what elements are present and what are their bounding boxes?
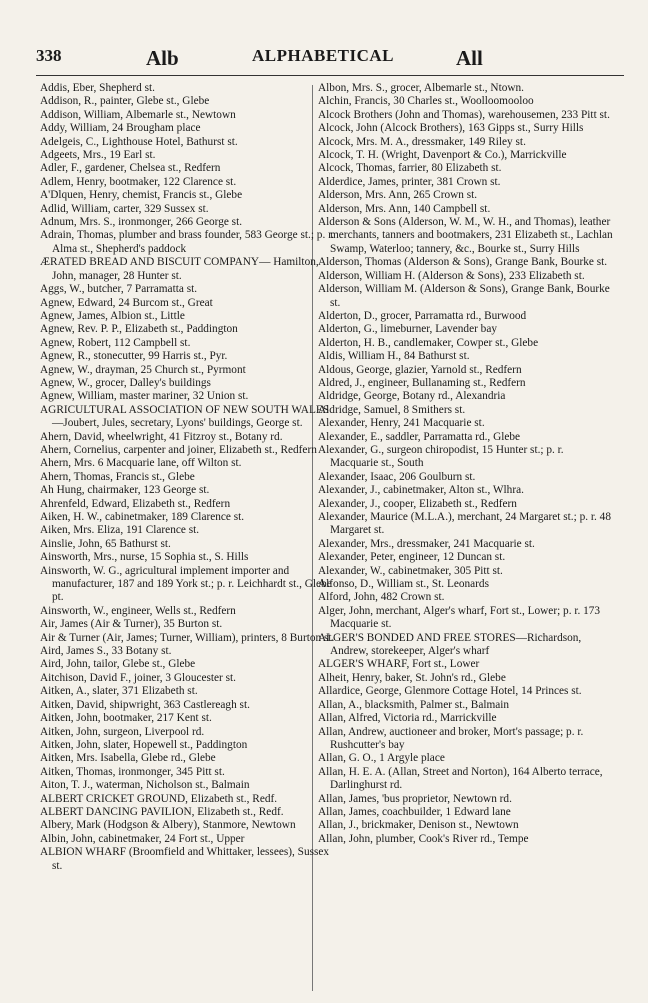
directory-entry: Addison, William, Albemarle st., Newtown (40, 108, 236, 121)
directory-entry: AGRICULTURAL ASSOCIATION OF NEW SOUTH WALES—Joubert, Jules, secretary, Lyons' buildings, George st. (40, 403, 330, 430)
directory-entry: Alexander, Mrs., dressmaker, 241 Macquarie st. (318, 537, 535, 550)
directory-entry: Alexander, Peter, engineer, 12 Duncan st. (318, 551, 506, 564)
directory-entry: Adnum, Mrs. S., ironmonger, 266 George st. (40, 216, 243, 229)
directory-entry: Ainsworth, Mrs., nurse, 15 Sophia st., S. Hills (40, 551, 249, 564)
directory-entry: Alheit, Henry, baker, St. John's rd., Glebe (318, 671, 506, 684)
directory-entry: Aggs, W., butcher, 7 Parramatta st. (40, 283, 198, 296)
directory-entry: Alchin, Francis, 30 Charles st., Woolloomooloo (318, 95, 534, 108)
directory-entry: Allan, H. E. A. (Allan, Street and Norton), 164 Alberto terrace, Darlinghurst rd. (318, 765, 603, 792)
directory-entry: Alger, John, merchant, Alger's wharf, Fort st., Lower; p. r. 173 Macquarie st. (318, 604, 601, 631)
directory-entry: Alderson, Mrs. Ann, 265 Crown st. (318, 189, 478, 202)
running-header (36, 46, 624, 72)
directory-entry: Alcock, Thomas, farrier, 80 Elizabeth st. (318, 162, 502, 175)
directory-entry: Alford, John, 482 Crown st. (318, 591, 445, 604)
directory-entry: Agnew, R., stonecutter, 99 Harris st., Pyr. (40, 350, 228, 363)
directory-entry: Alcock, Mrs. M. A., dressmaker, 149 Riley st. (318, 135, 526, 148)
header-rule (36, 75, 624, 76)
directory-entry: Alcock, T. H. (Wright, Davenport & Co.), Marrickville (318, 149, 567, 162)
directory-entry: Agnew, Robert, 112 Campbell st. (40, 336, 191, 349)
directory-entry: Aitken, Thomas, ironmonger, 345 Pitt st. (40, 765, 225, 778)
directory-entry: Ahern, Cornelius, carpenter and joiner, Elizabeth st., Redfern (40, 443, 317, 456)
directory-entry: ALBION WHARF (Broomfield and Whittaker, lessees), Sussex st. (40, 846, 330, 872)
directory-entry: Albery, Mark (Hodgson & Albery), Stanmore, Newtown (40, 819, 296, 832)
directory-entry: Adlid, William, carter, 329 Sussex st. (40, 202, 209, 215)
directory-entry: Alcock, John (Alcock Brothers), 163 Gipps st., Surry Hills (318, 122, 584, 135)
directory-entry: Alexander, Henry, 241 Macquarie st. (318, 417, 485, 430)
directory-entry: Allan, James, 'bus proprietor, Newtown rd. (318, 792, 512, 805)
directory-entry: Ah Hung, chairmaker, 123 George st. (40, 484, 210, 497)
directory-entry: Aldridge, George, Botany rd., Alexandria (318, 390, 506, 403)
directory-entry: Albin, John, cabinetmaker, 24 Fort st., Upper (40, 832, 245, 845)
directory-entry: ÆRATED BREAD AND BISCUIT COMPANY— Hamilton, John, manager, 28 Hunter st. (40, 256, 319, 282)
directory-entry: Adgeets, Mrs., 19 Earl st. (40, 149, 156, 162)
directory-entry: Aldred, J., engineer, Bullanaming st., Redfern (318, 376, 526, 389)
directory-entry: Ahern, David, wheelwright, 41 Fitzroy st., Botany rd. (40, 430, 283, 443)
directory-entry: Air, James (Air & Turner), 35 Burton st. (40, 618, 223, 631)
directory-entry: Ahrenfeld, Edward, Elizabeth st., Redfern (40, 497, 231, 510)
directory-entry: Aird, James S., 33 Botany st. (40, 645, 172, 658)
directory-entry: Alderton, D., grocer, Parramatta rd., Burwood (318, 309, 527, 322)
directory-entry: ALGER'S WHARF, Fort st., Lower (318, 658, 480, 671)
directory-entry: Aird, John, tailor, Glebe st., Glebe (40, 658, 196, 671)
directory-entry: Alexander, J., cooper, Elizabeth st., Redfern (318, 497, 517, 510)
right-column (318, 82, 614, 846)
directory-entry: A'Dlquen, Henry, chemist, Francis st., Glebe (40, 189, 243, 202)
directory-entry: Aiton, T. J., waterman, Nicholson st., Balmain (40, 779, 250, 792)
directory-entry: Agnew, Edward, 24 Burcom st., Great (40, 296, 213, 309)
right-guide-word: All (456, 46, 483, 70)
directory-entry: Aldridge, Samuel, 8 Smithers st. (318, 403, 466, 416)
directory-entry: Allardice, George, Glenmore Cottage Hotel, 14 Princes st. (318, 685, 582, 698)
directory-entry: Alexander, J., cabinetmaker, Alton st., Wlhra. (318, 484, 524, 497)
directory-entry: Ainsworth, W., engineer, Wells st., Redfern (40, 604, 236, 617)
directory-entry: Agnew, W., grocer, Dalley's buildings (40, 376, 211, 389)
directory-entry: Aiken, H. W., cabinetmaker, 189 Clarence st. (40, 511, 245, 523)
directory-entry: Alderson, William M. (Alderson & Sons), Grange Bank, Bourke st. (318, 283, 610, 309)
directory-entry: ALGER'S BONDED AND FREE STORES—Richardson, Andrew, storekeeper, Alger's wharf (318, 631, 582, 658)
directory-entry: Addis, Eber, Shepherd st. (40, 82, 156, 94)
directory-entry: Adelgeis, C., Lighthouse Hotel, Bathurst st. (40, 135, 238, 148)
directory-entry: Alfonso, D., William st., St. Leonards (318, 578, 489, 591)
directory-entry: Albon, Mrs. S., grocer, Albemarle st., Ntown. (318, 82, 525, 94)
directory-entry: Air & Turner (Air, James; Turner, William), printers, 8 Burton st. (40, 631, 335, 644)
left-guide-word: Alb (146, 46, 179, 70)
directory-entry: Agnew, W., drayman, 25 Church st., Pyrmont (40, 363, 246, 376)
directory-entry: Adlem, Henry, bootmaker, 122 Clarence st. (40, 175, 237, 188)
directory-entry: Alexander, W., cabinetmaker, 305 Pitt st. (318, 564, 503, 577)
directory-entry: Agnew, James, Albion st., Little (40, 309, 185, 322)
directory-entry: Alderton, H. B., candlemaker, Cowper st., Glebe (318, 336, 539, 349)
directory-entry: Allan, G. O., 1 Argyle place (318, 752, 445, 765)
directory-entry: Alderton, G., limeburner, Lavender bay (318, 323, 497, 336)
directory-entry: Alderson, Mrs. Ann, 140 Campbell st. (318, 202, 491, 215)
page-number: 338 (36, 46, 62, 65)
directory-entry: Addison, R., painter, Glebe st., Glebe (40, 95, 210, 108)
directory-entry: Allan, Andrew, auctioneer and broker, Mort's passage; p. r. Rushcutter's bay (318, 725, 584, 751)
directory-entry: Allan, John, plumber, Cook's River rd., Tempe (318, 832, 529, 845)
directory-entry: ALBERT CRICKET GROUND, Elizabeth st., Redf. (40, 792, 278, 805)
directory-entry: Ainslie, John, 65 Bathurst st. (40, 537, 171, 550)
directory-entry: Alderson, William H. (Alderson & Sons), 233 Elizabeth st. (318, 269, 585, 282)
directory-entry: ALBERT DANCING PAVILION, Elizabeth st., Redf. (40, 805, 284, 818)
directory-entry: Aitken, John, slater, Hopewell st., Paddington (40, 738, 248, 751)
directory-entry: Alexander, E., saddler, Parramatta rd., Glebe (318, 430, 521, 443)
directory-entry: Allan, Alfred, Victoria rd., Marrickville (318, 712, 497, 725)
directory-entry: Alexander, G., surgeon chiropodist, 15 Hunter st.; p. r. Macquarie st., South (318, 443, 564, 470)
directory-entry: Alderson & Sons (Alderson, W. M., W. H., and Thomas), leather merchants, tanners and bootmakers, 231 Elizabeth st., Lachlan Swamp, Waterloo; tannery, &c., Bourke st., Surry Hills (318, 216, 613, 255)
directory-entry: Alexander, Maurice (M.L.A.), merchant, 24 Margaret st.; p. r. 48 Margaret st. (318, 511, 611, 537)
directory-entry: Ahern, Mrs. 6 Macquarie lane, off Wilton st. (40, 457, 242, 470)
left-column (40, 82, 336, 873)
directory-entry: Aldis, William H., 84 Bathurst st. (318, 350, 470, 363)
directory-entry: Agnew, William, master mariner, 32 Union st. (40, 390, 249, 403)
page-title: ALPHABETICAL (252, 46, 395, 65)
directory-entry: Alderdice, James, printer, 381 Crown st. (318, 175, 501, 188)
directory-entry: Addy, William, 24 Brougham place (40, 122, 201, 135)
directory-entry: Aitken, John, surgeon, Liverpool rd. (40, 725, 205, 738)
directory-entry: Adler, F., gardener, Chelsea st., Redfern (40, 162, 221, 175)
directory-entry: Alexander, Isaac, 206 Goulburn st. (318, 470, 476, 483)
directory-entry: Aitchison, David F., joiner, 3 Gloucester st. (40, 671, 236, 684)
directory-entry: Alcock Brothers (John and Thomas), warehousemen, 233 Pitt st. (318, 108, 610, 121)
directory-entry: Aiken, Mrs. Eliza, 191 Clarence st. (40, 524, 200, 537)
directory-entry: Adrain, Thomas, plumber and brass founder, 583 George st.; p. r. Alma st., Shepherd's paddock (40, 229, 335, 255)
directory-entry: Aldous, George, glazier, Yarnold st., Redfern (318, 363, 522, 376)
directory-entry: Allan, J., brickmaker, Denison st., Newtown (318, 819, 519, 832)
directory-entry: Alderson, Thomas (Alderson & Sons), Grange Bank, Bourke st. (318, 256, 608, 269)
directory-entry: Allan, James, coachbuilder, 1 Edward lane (318, 805, 511, 818)
directory-entry: Aitken, Mrs. Isabella, Glebe rd., Glebe (40, 752, 216, 765)
directory-entry: Ainsworth, W. G., agricultural implement importer and manufacturer, 187 and 189 York st.; p. r. Leichhardt st., Glebe pt. (40, 564, 332, 604)
directory-entry: Allan, A., blacksmith, Palmer st., Balmain (318, 698, 510, 711)
directory-entry: Agnew, Rev. P. P., Elizabeth st., Paddington (40, 323, 238, 336)
directory-entry: Ahern, Thomas, Francis st., Glebe (40, 470, 195, 483)
directory-entry: Aitken, David, shipwright, 363 Castlereagh st. (40, 698, 250, 711)
directory-entry: Aitken, John, bootmaker, 217 Kent st. (40, 712, 212, 725)
directory-entry: Aitken, A., slater, 371 Elizabeth st. (40, 685, 198, 698)
